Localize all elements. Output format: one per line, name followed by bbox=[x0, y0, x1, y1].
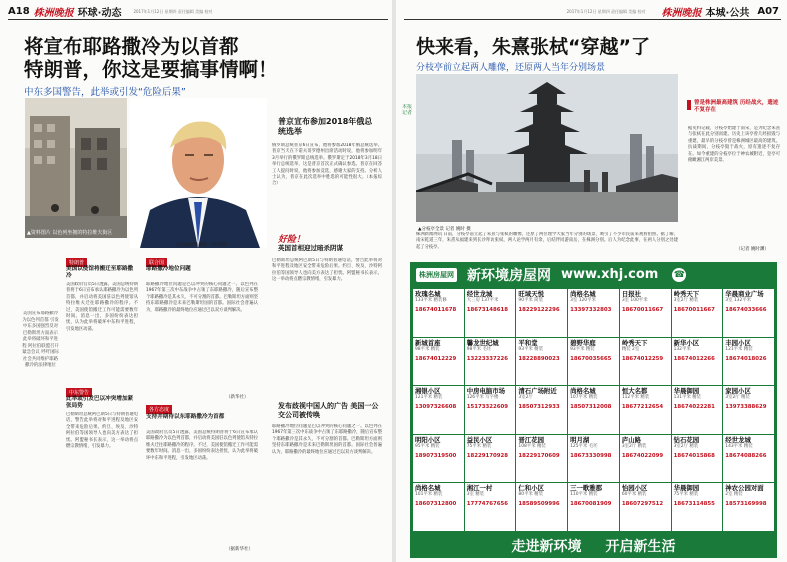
trump-photo-caption: 美国总统特朗普（资料图） bbox=[176, 243, 230, 248]
listing-name: 馨龙世纪城 bbox=[466, 338, 499, 347]
listing-detail: 98平米 毛坯 bbox=[466, 346, 492, 352]
listing-name: 尚格名城 bbox=[570, 387, 596, 396]
listing-name: 湘银小区 bbox=[415, 387, 441, 396]
listing-detail: 125平米 毛坯 bbox=[570, 443, 598, 449]
ad-url: www.xhj.com bbox=[561, 267, 659, 282]
listing-cell bbox=[465, 289, 516, 337]
sidebar-body: 据史料记载，分枝亭始建于南宋，是为纪念朱熹与张栻在此分别而建。历史上该亭曾几经损毁与重建，最早的分枝亭曾是株洲城区最高的建筑。抗战期间，分枝亭毁于战火，原有遗迹不复存在。如今重建的分枝亭位于神农城附近，登亭可俯瞰湘江两岸美景。 bbox=[688, 126, 780, 164]
listing-detail: 3室 120平米 bbox=[570, 298, 596, 303]
listing-cell bbox=[672, 338, 723, 386]
listing-phone: 18677212654 bbox=[621, 404, 664, 411]
listing-name: 仁和小区 bbox=[518, 484, 544, 493]
listing-phone: 18228890023 bbox=[518, 355, 560, 362]
listing-name: 岭秀天下 bbox=[621, 338, 648, 347]
left-subhead: 中东多国警告，此举或引发“危险后果” bbox=[24, 87, 186, 98]
listing-cell bbox=[568, 338, 619, 386]
right-page-number: A07 bbox=[757, 5, 779, 17]
listing-name: 怡园小区 bbox=[621, 484, 648, 493]
block3-body: 耶路撒冷地位问题是巴以冲突的核心问题之一。以色列在1967年第三次中东战争中占领了东耶路撒冷，随后宣布整个耶路撒冷是其永久、不可分割的首都。巴勒斯坦方面则坚持东耶路撒冷是未来巴勒斯坦国的首都。国际社会普遍认为，耶路撒冷的最终地位应通过巴以双方谈判解决。 bbox=[146, 282, 258, 313]
listing-cell bbox=[413, 289, 464, 337]
listing-detail: 101平米 精装 bbox=[415, 492, 443, 498]
block4-tag: 各方态度 bbox=[146, 405, 172, 414]
trump-photo bbox=[130, 98, 267, 248]
listing-detail: 98平米 精装 bbox=[415, 346, 440, 352]
listing-name: 玫瑰名城 bbox=[415, 290, 441, 298]
listing-detail: 3室2厅 精装 bbox=[621, 443, 647, 449]
street-photo-caption: ▲资料图片 以色列坐拥的特拉维夫街区 bbox=[27, 230, 113, 236]
listing-detail: 3室 精装 bbox=[466, 492, 485, 498]
listing-phone: 18670035665 bbox=[570, 355, 612, 362]
listing-cell bbox=[413, 435, 464, 483]
listing-phone: 13397332803 bbox=[570, 307, 612, 313]
block4-title: 支持并期待以东耶路撒冷为首都 bbox=[146, 414, 225, 420]
sidebar-marker bbox=[687, 100, 691, 110]
listing-name: 新城首座 bbox=[415, 338, 441, 347]
ad-header bbox=[410, 262, 777, 287]
pavilion-photo-caption: ▲分枝亭全景 记者 姚时 摄 bbox=[418, 227, 471, 232]
listing-name: 明月湖 bbox=[570, 435, 590, 444]
listing-detail: 95平米 精装 bbox=[415, 443, 440, 449]
listing-phone: 18674088266 bbox=[725, 452, 767, 459]
right-masthead: 株洲晚报 bbox=[661, 7, 702, 19]
listing-cell bbox=[620, 483, 671, 531]
listing-phone: 18674012266 bbox=[673, 355, 715, 362]
listing-detail: 132平米 bbox=[673, 346, 691, 352]
listing-cell bbox=[465, 386, 516, 434]
real-estate-ad bbox=[410, 262, 777, 558]
listing-phone: 18907319500 bbox=[415, 452, 457, 459]
listing-cell bbox=[672, 289, 723, 337]
listing-name: 碧野华庭 bbox=[570, 338, 596, 347]
listing-name: 日报社 bbox=[621, 290, 642, 298]
listing-name: 岭秀天下 bbox=[673, 290, 700, 298]
listing-detail: 60平米 精装 bbox=[621, 492, 647, 498]
listing-phone: 18229170609 bbox=[518, 452, 560, 459]
listing-phone: 18673148618 bbox=[466, 307, 508, 313]
listing-cell bbox=[672, 435, 723, 483]
left-page-number: A18 bbox=[8, 5, 30, 17]
sidebar-credit: （记者 姚时渊） bbox=[736, 247, 769, 252]
right-header bbox=[567, 4, 779, 18]
listing-detail: 精装 2室 bbox=[621, 346, 640, 352]
listing-phone: 18229170928 bbox=[466, 452, 508, 459]
listing-name: 益民小区 bbox=[466, 435, 493, 444]
listing-detail: 107平米 精装 bbox=[570, 395, 598, 401]
pavilion-photo bbox=[416, 74, 678, 222]
listing-detail: 93平米 精装 bbox=[570, 346, 595, 352]
listing-cell bbox=[465, 483, 516, 531]
trump-photo-art bbox=[130, 98, 267, 248]
listing-name: 家园小区 bbox=[725, 387, 751, 396]
sidebar-title: 曾是株洲最高建筑 历经战火，遗迹不复存在 bbox=[694, 100, 779, 113]
listing-detail: 121平米 精装 bbox=[725, 346, 753, 352]
block4-body: 美国政府官员5日透露，美国总统特朗普将于6日宣布承认耶路撒冷为以色列首都，并启动将美国驻以色列使馆从特拉维夫迁往耶路撒冷的程序。不过，美国使馆搬迁工作可能需要数年时间。消息一出，多国纷纷表达担忧，认为此举将破坏中东和平进程，引发地区动荡。 bbox=[146, 430, 258, 461]
left-side-column: 美国宣布耶路撒冷为以色列首都 引发中东多国强烈反对 巴勒斯坦方面表示 此举将破坏和平进程 阿拉伯联盟召开紧急会议 呼吁国际社会共同维护耶路撒冷的法律地位 bbox=[22, 311, 59, 368]
listing-detail: 121平米 精装 bbox=[415, 395, 443, 401]
listing-phone: 13223337226 bbox=[466, 355, 508, 362]
listing-name: 湘江一村 bbox=[466, 484, 493, 493]
listing-detail: 大三房 137平米 bbox=[466, 298, 499, 303]
listing-phone: 18674015868 bbox=[673, 452, 715, 459]
listing-name: 清石广场附近 bbox=[518, 387, 557, 396]
listing-name: 经世龙城 bbox=[466, 290, 493, 298]
listing-name: 新华小区 bbox=[673, 338, 700, 347]
block1-title: 美国以使馆将搬迁至耶路撒冷 bbox=[66, 266, 134, 279]
listing-name: 华晨御园 bbox=[673, 484, 700, 493]
listing-phone: 18674012229 bbox=[415, 355, 457, 362]
listing-cell bbox=[568, 289, 619, 337]
listing-detail: 3室 132平米 bbox=[725, 298, 752, 303]
putin-story-title: 普京宣布参加2018年俄总统选举 bbox=[278, 117, 373, 136]
right-headline: 快来看，朱熹张栻“穿越”了 bbox=[416, 36, 650, 58]
listing-phone: 13097326608 bbox=[415, 404, 457, 411]
listing-phone: 18573169998 bbox=[725, 501, 767, 508]
listing-detail: 133平米 精装修 bbox=[415, 298, 447, 303]
block3-credit: （新华社） bbox=[226, 395, 249, 400]
ad-title: 新环境房屋网 bbox=[467, 267, 551, 284]
quote-title: 英国首相迎过暗杀阴谋 bbox=[278, 244, 343, 252]
listing-name: 庐山路 bbox=[621, 435, 642, 444]
pavilion-article-body: 株洲新闻网讯 日前，分枝亭前立起了朱熹与张栻的雕像，还原了两位理学大家当年分别的场景，吸引了不少市民前来观看拍照。据了解，南宋乾道三年，朱熹从福建来到长沙拜访张栻，两人论学两月有余，后结伴同游南岳，在株洲分别。后人为纪念此事，在两人分别之处建起了分枝亭。 bbox=[416, 232, 678, 250]
street-photo bbox=[25, 98, 127, 238]
quote-body: 巴勒斯坦总统阿巴斯5日与特朗普通电话，警告此举将对和平进程及地区安全带来危险后果。约旦、埃及、沙特阿拉伯等国领导人也向美方表达了担忧。阿盟秘书长表示，这一举动将点燃宗教情绪，引发暴力。 bbox=[272, 258, 382, 283]
left-header bbox=[8, 4, 212, 18]
listing-name: 钻石花园 bbox=[673, 435, 700, 444]
right-page bbox=[396, 0, 787, 562]
block3-tag: 联合国 bbox=[146, 258, 167, 267]
quote-head: 好险！ bbox=[278, 235, 306, 245]
right-subhead: 分枝亭前立起两人雕像，还原两人当年分别场景 bbox=[416, 63, 606, 73]
ad-slogan-1: 走进新环境 bbox=[511, 539, 582, 555]
listing-cell bbox=[516, 289, 567, 337]
listing-phone: 18674018026 bbox=[725, 355, 767, 362]
listing-cell bbox=[465, 435, 516, 483]
listing-cell bbox=[413, 386, 464, 434]
right-header-rule bbox=[404, 19, 781, 20]
listing-detail: 3室 100平米 bbox=[621, 298, 648, 303]
listing-name: 平和堂 bbox=[518, 338, 538, 347]
listing-cell bbox=[620, 386, 671, 434]
listing-cell bbox=[620, 435, 671, 483]
listing-detail: 131平米 精装 bbox=[673, 395, 701, 401]
listing-phone: 18674022281 bbox=[673, 404, 715, 411]
left-masthead: 株洲晚报 bbox=[33, 7, 74, 19]
listing-name: 晋江花园 bbox=[518, 435, 544, 444]
left-page bbox=[0, 0, 392, 562]
listing-cell bbox=[465, 338, 516, 386]
listing-name: 丰园小区 bbox=[725, 338, 751, 347]
listing-phone: 18507312933 bbox=[518, 404, 560, 411]
listing-cell bbox=[723, 386, 774, 434]
left-headline-line2: 特朗普，你这是要搞事情啊！ bbox=[24, 58, 278, 81]
listing-cell bbox=[620, 338, 671, 386]
listing-phone: 18507312008 bbox=[570, 404, 612, 411]
listing-detail: 3室2厅 bbox=[518, 395, 533, 401]
listing-detail: 2室 精装 bbox=[725, 492, 743, 498]
listing-cell bbox=[723, 435, 774, 483]
bus-ad-story-title: 发布歧视中国人的广告 美国一公交公司被传唤 bbox=[278, 402, 379, 419]
listing-phone: 18674012259 bbox=[621, 355, 664, 362]
listing-detail: 93平米 精装 bbox=[518, 346, 543, 352]
listing-phone: 18589509996 bbox=[518, 501, 560, 508]
phone-icon: ☎ bbox=[673, 269, 685, 280]
ad-logo: 株洲房屋网 bbox=[416, 268, 457, 282]
listing-cell bbox=[516, 483, 567, 531]
listing-detail: 90平米 简装 bbox=[518, 298, 543, 303]
listing-name: 旺域天悦 bbox=[518, 290, 544, 298]
listing-name: 尚格名城 bbox=[570, 290, 596, 298]
listing-detail: 75平米 精装 bbox=[673, 492, 699, 498]
block2-body: 巴勒斯坦总统阿巴斯5日与特朗普通电话，警告此举将对和平进程及地区安全带来危险后果。约旦、埃及、沙特阿拉伯等国领导人也向美方表达了担忧。阿盟秘书长表示，这一举动将点燃宗教情绪，引发暴力。 bbox=[66, 412, 138, 450]
listing-cell bbox=[413, 483, 464, 531]
left-section-label: 环球·动态 bbox=[77, 7, 122, 19]
listing-phone: 18607297512 bbox=[621, 501, 664, 508]
reporter-vertical-tag: 本报记者 bbox=[402, 104, 412, 116]
listing-cell bbox=[516, 386, 567, 434]
listing-phone: 18674022099 bbox=[621, 452, 664, 459]
listing-phone: 18670081909 bbox=[570, 501, 612, 508]
listing-phone: 18673114855 bbox=[673, 501, 715, 508]
listing-cell bbox=[568, 386, 619, 434]
listing-name: 神农公园对面 bbox=[725, 484, 764, 493]
listing-name: 三一歌雅郡 bbox=[570, 484, 603, 493]
listing-cell bbox=[723, 289, 774, 337]
listing-name: 华晨御园 bbox=[673, 387, 700, 396]
listing-phone: 18673330998 bbox=[570, 452, 612, 459]
street-photo-art bbox=[25, 98, 127, 238]
listing-detail: 3室2厅 精装 bbox=[673, 298, 699, 303]
listing-name: 华晨商业广场 bbox=[725, 290, 764, 298]
listing-phone: 18229122296 bbox=[518, 307, 560, 313]
block3-title: 耶路撒冷地位问题 bbox=[146, 266, 191, 272]
listing-grid bbox=[413, 289, 774, 531]
right-date-line: 2017年1月12日 星期四 责任编辑 美编 校对 bbox=[566, 8, 646, 14]
listing-detail: 75平米 精装 bbox=[466, 443, 492, 449]
listing-cell bbox=[620, 289, 671, 337]
block4-credit: （据新华社） bbox=[226, 547, 253, 552]
listing-cell bbox=[516, 338, 567, 386]
listing-name: 明阳小区 bbox=[415, 435, 441, 444]
listing-cell bbox=[672, 483, 723, 531]
listing-name: 恒大名都 bbox=[621, 387, 648, 396]
listing-cell bbox=[568, 483, 619, 531]
listing-detail: 80平米 精装 bbox=[518, 492, 543, 498]
listing-phone: 18674033666 bbox=[725, 307, 767, 313]
listing-phone: 18674011678 bbox=[415, 307, 457, 313]
left-headline-line1: 将宣布耶路撒冷为以首都 bbox=[24, 35, 239, 58]
listing-cell bbox=[568, 435, 619, 483]
ad-slogan-2: 开启新生活 bbox=[605, 539, 676, 555]
listing-detail: 110平米 精装 bbox=[570, 492, 598, 498]
putin-story-body: 俄罗斯总统普京6日宣布，他将参加2018年俄总统选举。普京当天在下诺夫哥罗德州出席活动时说，他将参加明年3月举行的俄罗斯总统选举。俄罗斯定于2018年3月18日举行总统选举，这是普京首次正式确认参选。普京在回答工人提问时说，他将参加竞选，感谢大家的支持。分析人士认为，普京在此次选举中胜选的可能性很大。（本报综合） bbox=[272, 143, 382, 187]
block2-tag: 中东警告 bbox=[66, 388, 92, 397]
listing-name: 中房电脑市场 bbox=[466, 387, 506, 396]
pavilion-photo-art bbox=[416, 74, 678, 222]
listing-detail: 3室2厅 精装 bbox=[725, 395, 750, 401]
listing-name: 尚格名城 bbox=[415, 484, 441, 493]
listing-detail: 3室2厅 精装 bbox=[673, 443, 699, 449]
listing-phone: 18607312800 bbox=[415, 501, 457, 508]
listing-phone: 17774767656 bbox=[466, 501, 508, 508]
listing-cell bbox=[516, 435, 567, 483]
left-header-rule bbox=[8, 19, 388, 20]
listing-cell bbox=[413, 338, 464, 386]
ad-footer bbox=[410, 534, 777, 558]
listing-phone: 18670011667 bbox=[673, 307, 715, 313]
listing-cell bbox=[723, 338, 774, 386]
left-date-line: 2017年1月12日 星期四 责任编辑 美编 校对 bbox=[133, 8, 213, 14]
listing-name: 经世龙城 bbox=[725, 435, 751, 444]
listing-detail: 112平米 精装 bbox=[621, 395, 650, 401]
bus-ad-story-body: 耶路撒冷地位问题是巴以冲突的核心问题之一。以色列在1967年第三次中东战争中占领了东耶路撒冷，随后宣布整个耶路撒冷是其永久、不可分割的首都。巴勒斯坦方面则坚持东耶路撒冷是未来巴勒斯坦国的首都。国际社会普遍认为，耶路撒冷的最终地位应通过巴以双方谈判解决。 bbox=[272, 424, 382, 455]
block1-body: 美国政府官员5日透露，美国总统特朗普将于6日宣布承认耶路撒冷为以色列首都，并启动将美国驻以色列使馆从特拉维夫迁往耶路撒冷的程序。不过，美国使馆搬迁工作可能需要数年时间。消息一出，多国纷纷表达担忧，认为此举将破坏中东和平进程，引发地区动荡。 bbox=[66, 282, 138, 332]
listing-detail: 126平米 写字楼 bbox=[466, 395, 499, 401]
listing-phone: 15173322609 bbox=[466, 404, 508, 411]
listing-phone: 13973388629 bbox=[725, 404, 767, 411]
right-section-label: 本城·公共 bbox=[705, 7, 750, 19]
block1-tag: 特朗普 bbox=[66, 258, 87, 267]
listing-cell bbox=[723, 483, 774, 531]
listing-detail: 143平米 精装 bbox=[725, 443, 753, 449]
listing-cell bbox=[672, 386, 723, 434]
block2-title: 此举或引发巴以冲突增加紧张局势 bbox=[66, 396, 134, 409]
listing-detail: 108平米 精装 bbox=[518, 443, 546, 449]
listing-phone: 18670011667 bbox=[621, 307, 664, 313]
